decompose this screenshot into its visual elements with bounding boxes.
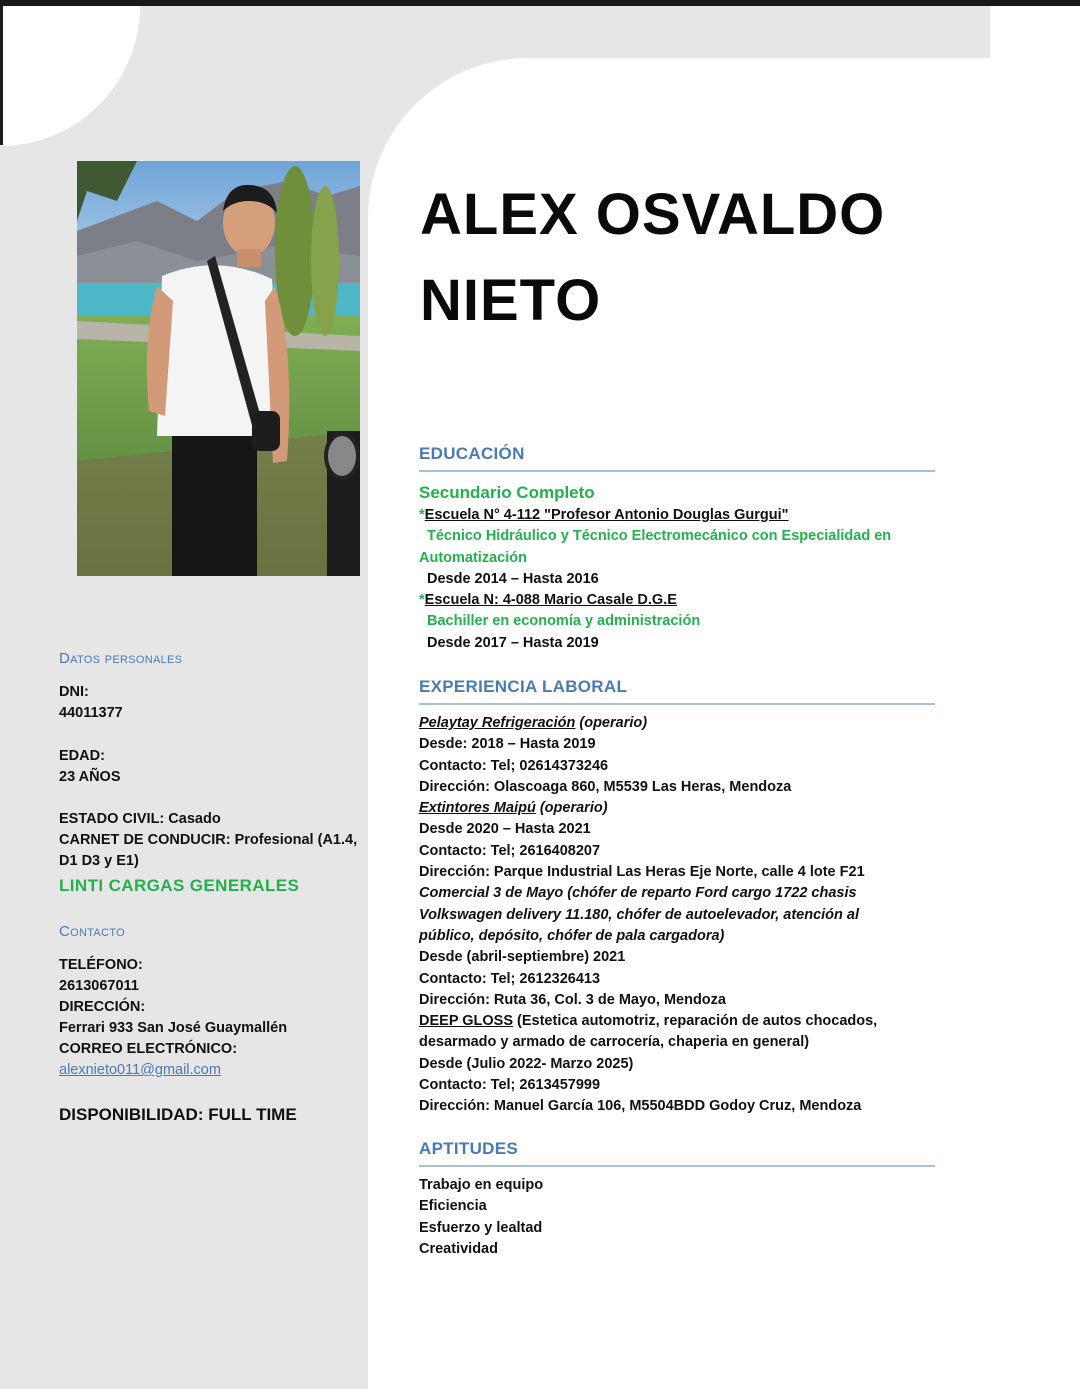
experience-heading: EXPERIENCIA LABORAL: [419, 677, 935, 705]
company-name: LINTI CARGAS GENERALES: [59, 876, 300, 895]
civil-status-value: Casado: [164, 811, 221, 827]
civil-status-label: ESTADO CIVIL:: [59, 811, 165, 827]
personal-data-section: [59, 650, 364, 667]
job-1-role: (operario): [575, 715, 648, 731]
driving-license: [59, 830, 364, 872]
school-2-marker: *: [419, 592, 425, 609]
job-2-role: (operario): [535, 800, 608, 817]
job-3-description: Comercial 3 de Mayo (chófer de reparto Ford cargo 1722 chasis Volkswagen delivery 11.180, chófer de autoelevador, atención al público, depósito, chófer de pala cargadora): [419, 885, 860, 944]
job-2-contact: Contacto: Tel; 2616408207: [419, 842, 601, 859]
job-4-contact: Contacto: Tel; 2613457999: [419, 1077, 601, 1094]
education-content: [419, 481, 939, 654]
job-4-description: (Estetica automotriz, reparación de autos chocados, desarmado y armado de carrocería, chaperia en general): [419, 1013, 878, 1051]
job-2-company: Extintores Maipú: [419, 800, 536, 817]
email-link[interactable]: alexnieto011@gmail.com: [59, 1062, 221, 1078]
job-3-address: Dirección: Ruta 36, Col. 3 de Mayo, Mendoza: [419, 991, 726, 1008]
candidate-name: [420, 172, 980, 344]
dni-value: 44011377: [59, 705, 123, 721]
contact-section: [59, 923, 364, 940]
skills-heading: APTITUDES: [419, 1139, 935, 1167]
age-value: 23 AÑOS: [59, 769, 121, 785]
job-3-dates: Desde (abril-septiembre) 2021: [419, 949, 626, 966]
job-4-title: [419, 1011, 897, 1054]
phone-label: TELÉFONO:: [59, 957, 143, 973]
education-level: Secundario Completo: [419, 483, 595, 502]
school-1-name: Escuela N° 4-112 "Profesor Antonio Douglas Gurgui": [424, 507, 789, 523]
school-2-name: Escuela N: 4-088 Mario Casale D.G.E: [424, 592, 677, 609]
job-3-contact: Contacto: Tel; 2612326413: [419, 970, 601, 987]
address-value: Ferrari 933 San José Guaymallén: [59, 1020, 288, 1036]
driving-license-value: Profesional (A1.4, D1 D3 y E1): [59, 832, 358, 869]
school-2-title: Bachiller en economía y administración: [427, 613, 701, 630]
skill-item: Esfuerzo y lealtad: [419, 1219, 543, 1236]
job-1-company: Pelaytay Refrigeración: [419, 715, 576, 731]
job-2-title: [419, 798, 939, 819]
job-1-title: [419, 713, 939, 734]
name-line-1: ALEX OSVALDO: [420, 182, 886, 247]
skill-item: Creatividad: [419, 1240, 498, 1257]
profile-photo-image: [77, 161, 360, 576]
school-1: [419, 505, 939, 526]
education-heading: EDUCACIÓN: [419, 444, 935, 472]
school-1-title: Técnico Hidráulico y Técnico Electromecánico con Especialidad en Automatización: [419, 528, 892, 566]
top-right-margin: [990, 6, 1080, 66]
personal-data-heading: Datos personales: [59, 650, 183, 667]
address-label: DIRECCIÓN:: [59, 999, 146, 1015]
job-2-dates: Desde 2020 – Hasta 2021: [419, 821, 591, 838]
job-4-dates: Desde (Julio 2022- Marzo 2025): [419, 1055, 634, 1072]
experience-content: [419, 713, 939, 1118]
driving-license-label: CARNET DE CONDUCIR:: [59, 832, 231, 848]
phone-value: 2613067011: [59, 978, 139, 994]
job-1-contact: Contacto: Tel; 02614373246: [419, 757, 609, 774]
job-2-address: Dirección: Parque Industrial Las Heras Eje Norte, calle 4 lote F21: [419, 864, 865, 881]
skill-item: Trabajo en equipo: [419, 1177, 544, 1193]
age-label: EDAD:: [59, 748, 105, 764]
contact-list: [59, 955, 364, 1081]
availability: DISPONIBILIDAD: FULL TIME: [59, 1105, 297, 1124]
school-1-dates: Desde 2014 – Hasta 2016: [427, 570, 599, 587]
profile-photo: [77, 161, 360, 576]
personal-data-list: [59, 682, 364, 872]
dni-label: DNI:: [59, 684, 89, 700]
job-4-company: DEEP GLOSS: [419, 1013, 514, 1030]
school-1-marker: *: [419, 507, 425, 523]
job-4-address: Dirección: Manuel García 106, M5504BDD Godoy Cruz, Mendoza: [419, 1098, 862, 1115]
skill-item: Eficiencia: [419, 1198, 487, 1215]
civil-status: [59, 809, 364, 830]
email-label: CORREO ELECTRÓNICO:: [59, 1041, 238, 1057]
left-border: [0, 0, 3, 145]
contact-heading: Contacto: [59, 923, 125, 940]
school-2-dates: Desde 2017 – Hasta 2019: [427, 634, 599, 651]
job-1-address: Dirección: Olascoaga 860, M5539 Las Heras, Mendoza: [419, 778, 792, 795]
skills-list: [419, 1175, 939, 1260]
school-2: [419, 590, 939, 611]
name-line-2: NIETO: [420, 268, 602, 333]
job-1-dates: Desde: 2018 – Hasta 2019: [419, 736, 596, 753]
